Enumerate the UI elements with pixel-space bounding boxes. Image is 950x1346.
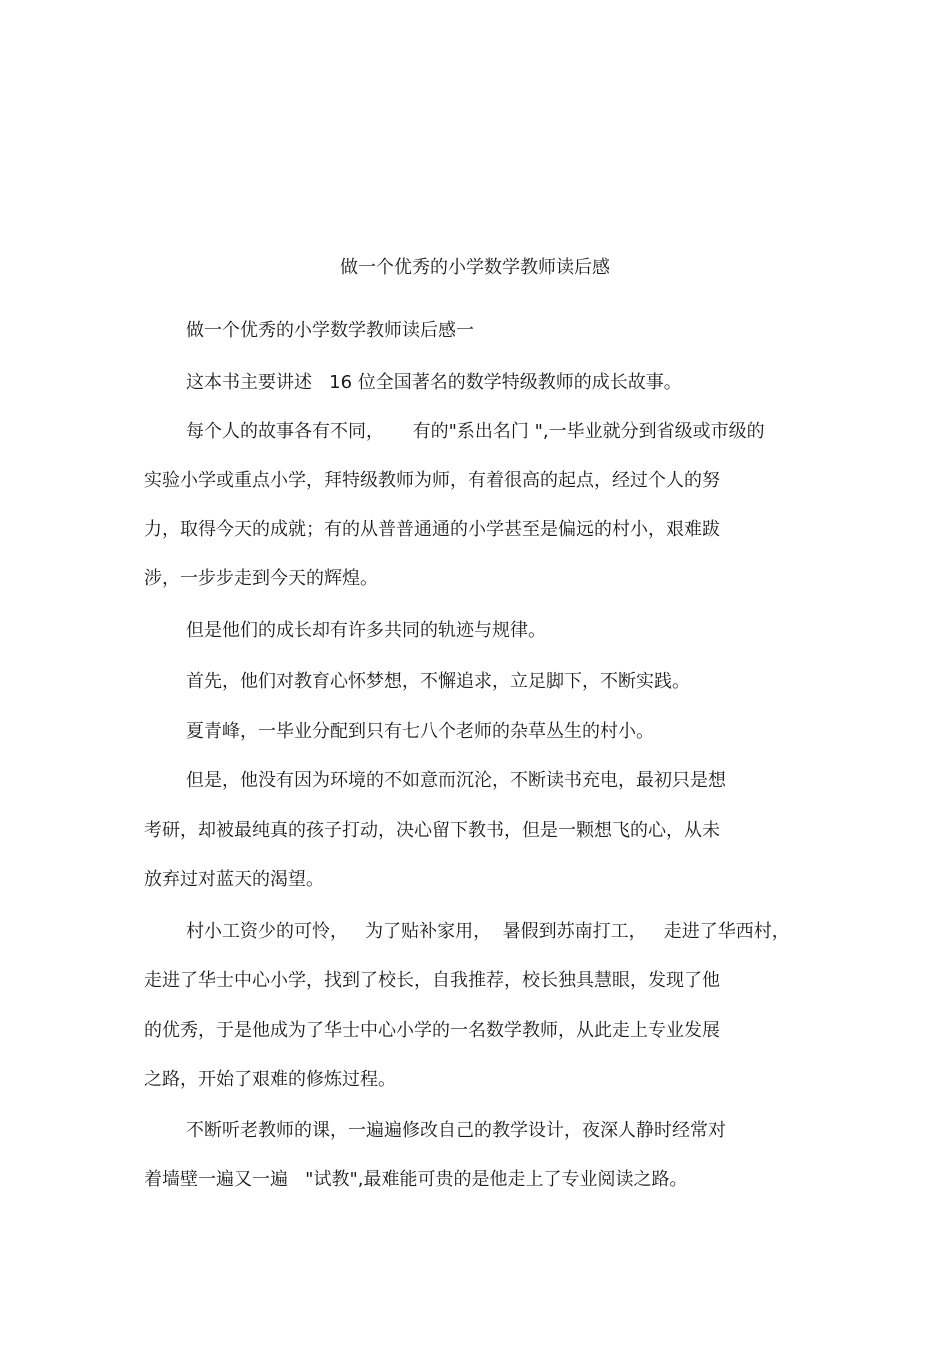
paragraph-line: 这本书主要讲述 16 位全国著名的数学特级教师的成长故事。 bbox=[186, 372, 682, 393]
paragraph-line: 村小工资少的可怜， 为了贴补家用， 暑假到苏南打工， 走进了华西村， bbox=[186, 921, 790, 942]
paragraph-line: 放弃过对蓝天的渴望。 bbox=[144, 869, 324, 890]
paragraph-line: 实验小学或重点小学，拜特级教师为师，有着很高的起点，经过个人的努 bbox=[144, 470, 720, 491]
paragraph-line: 首先，他们对教育心怀梦想，不懈追求，立足脚下，不断实践。 bbox=[186, 671, 690, 692]
paragraph-line: 不断听老教师的课，一遍遍修改自己的教学设计，夜深人静时经常对 bbox=[186, 1120, 726, 1141]
document-title: 做一个优秀的小学数学教师读后感 bbox=[340, 257, 610, 278]
paragraph-line: 但是，他没有因为环境的不如意而沉沦，不断读书充电，最初只是想 bbox=[186, 770, 726, 791]
paragraph-line: 力，取得今天的成就；有的从普普通通的小学甚至是偏远的村小，艰难跋 bbox=[144, 519, 720, 540]
paragraph-line: 考研，却被最纯真的孩子打动，决心留下教书，但是一颗想飞的心，从未 bbox=[144, 820, 720, 841]
paragraph-line: 夏青峰，一毕业分配到只有七八个老师的杂草丛生的村小。 bbox=[186, 721, 654, 742]
paragraph-line: 涉，一步步走到今天的辉煌。 bbox=[144, 568, 378, 589]
paragraph-line: 的优秀，于是他成为了华士中心小学的一名数学教师，从此走上专业发展 bbox=[144, 1020, 720, 1041]
paragraph-line: 之路，开始了艰难的修炼过程。 bbox=[144, 1069, 396, 1090]
paragraph-line: 每个人的故事各有不同， 有的"系出名门 ",一毕业就分到省级或市级的 bbox=[186, 421, 765, 442]
subtitle-line: 做一个优秀的小学数学教师读后感一 bbox=[186, 320, 474, 341]
paragraph-line: 但是他们的成长却有许多共同的轨迹与规律。 bbox=[186, 620, 546, 641]
paragraph-line: 着墙壁一遍又一遍 "试教",最难能可贵的是他走上了专业阅读之路。 bbox=[144, 1169, 688, 1190]
paragraph-line: 走进了华士中心小学，找到了校长，自我推荐，校长独具慧眼，发现了他 bbox=[144, 970, 720, 991]
